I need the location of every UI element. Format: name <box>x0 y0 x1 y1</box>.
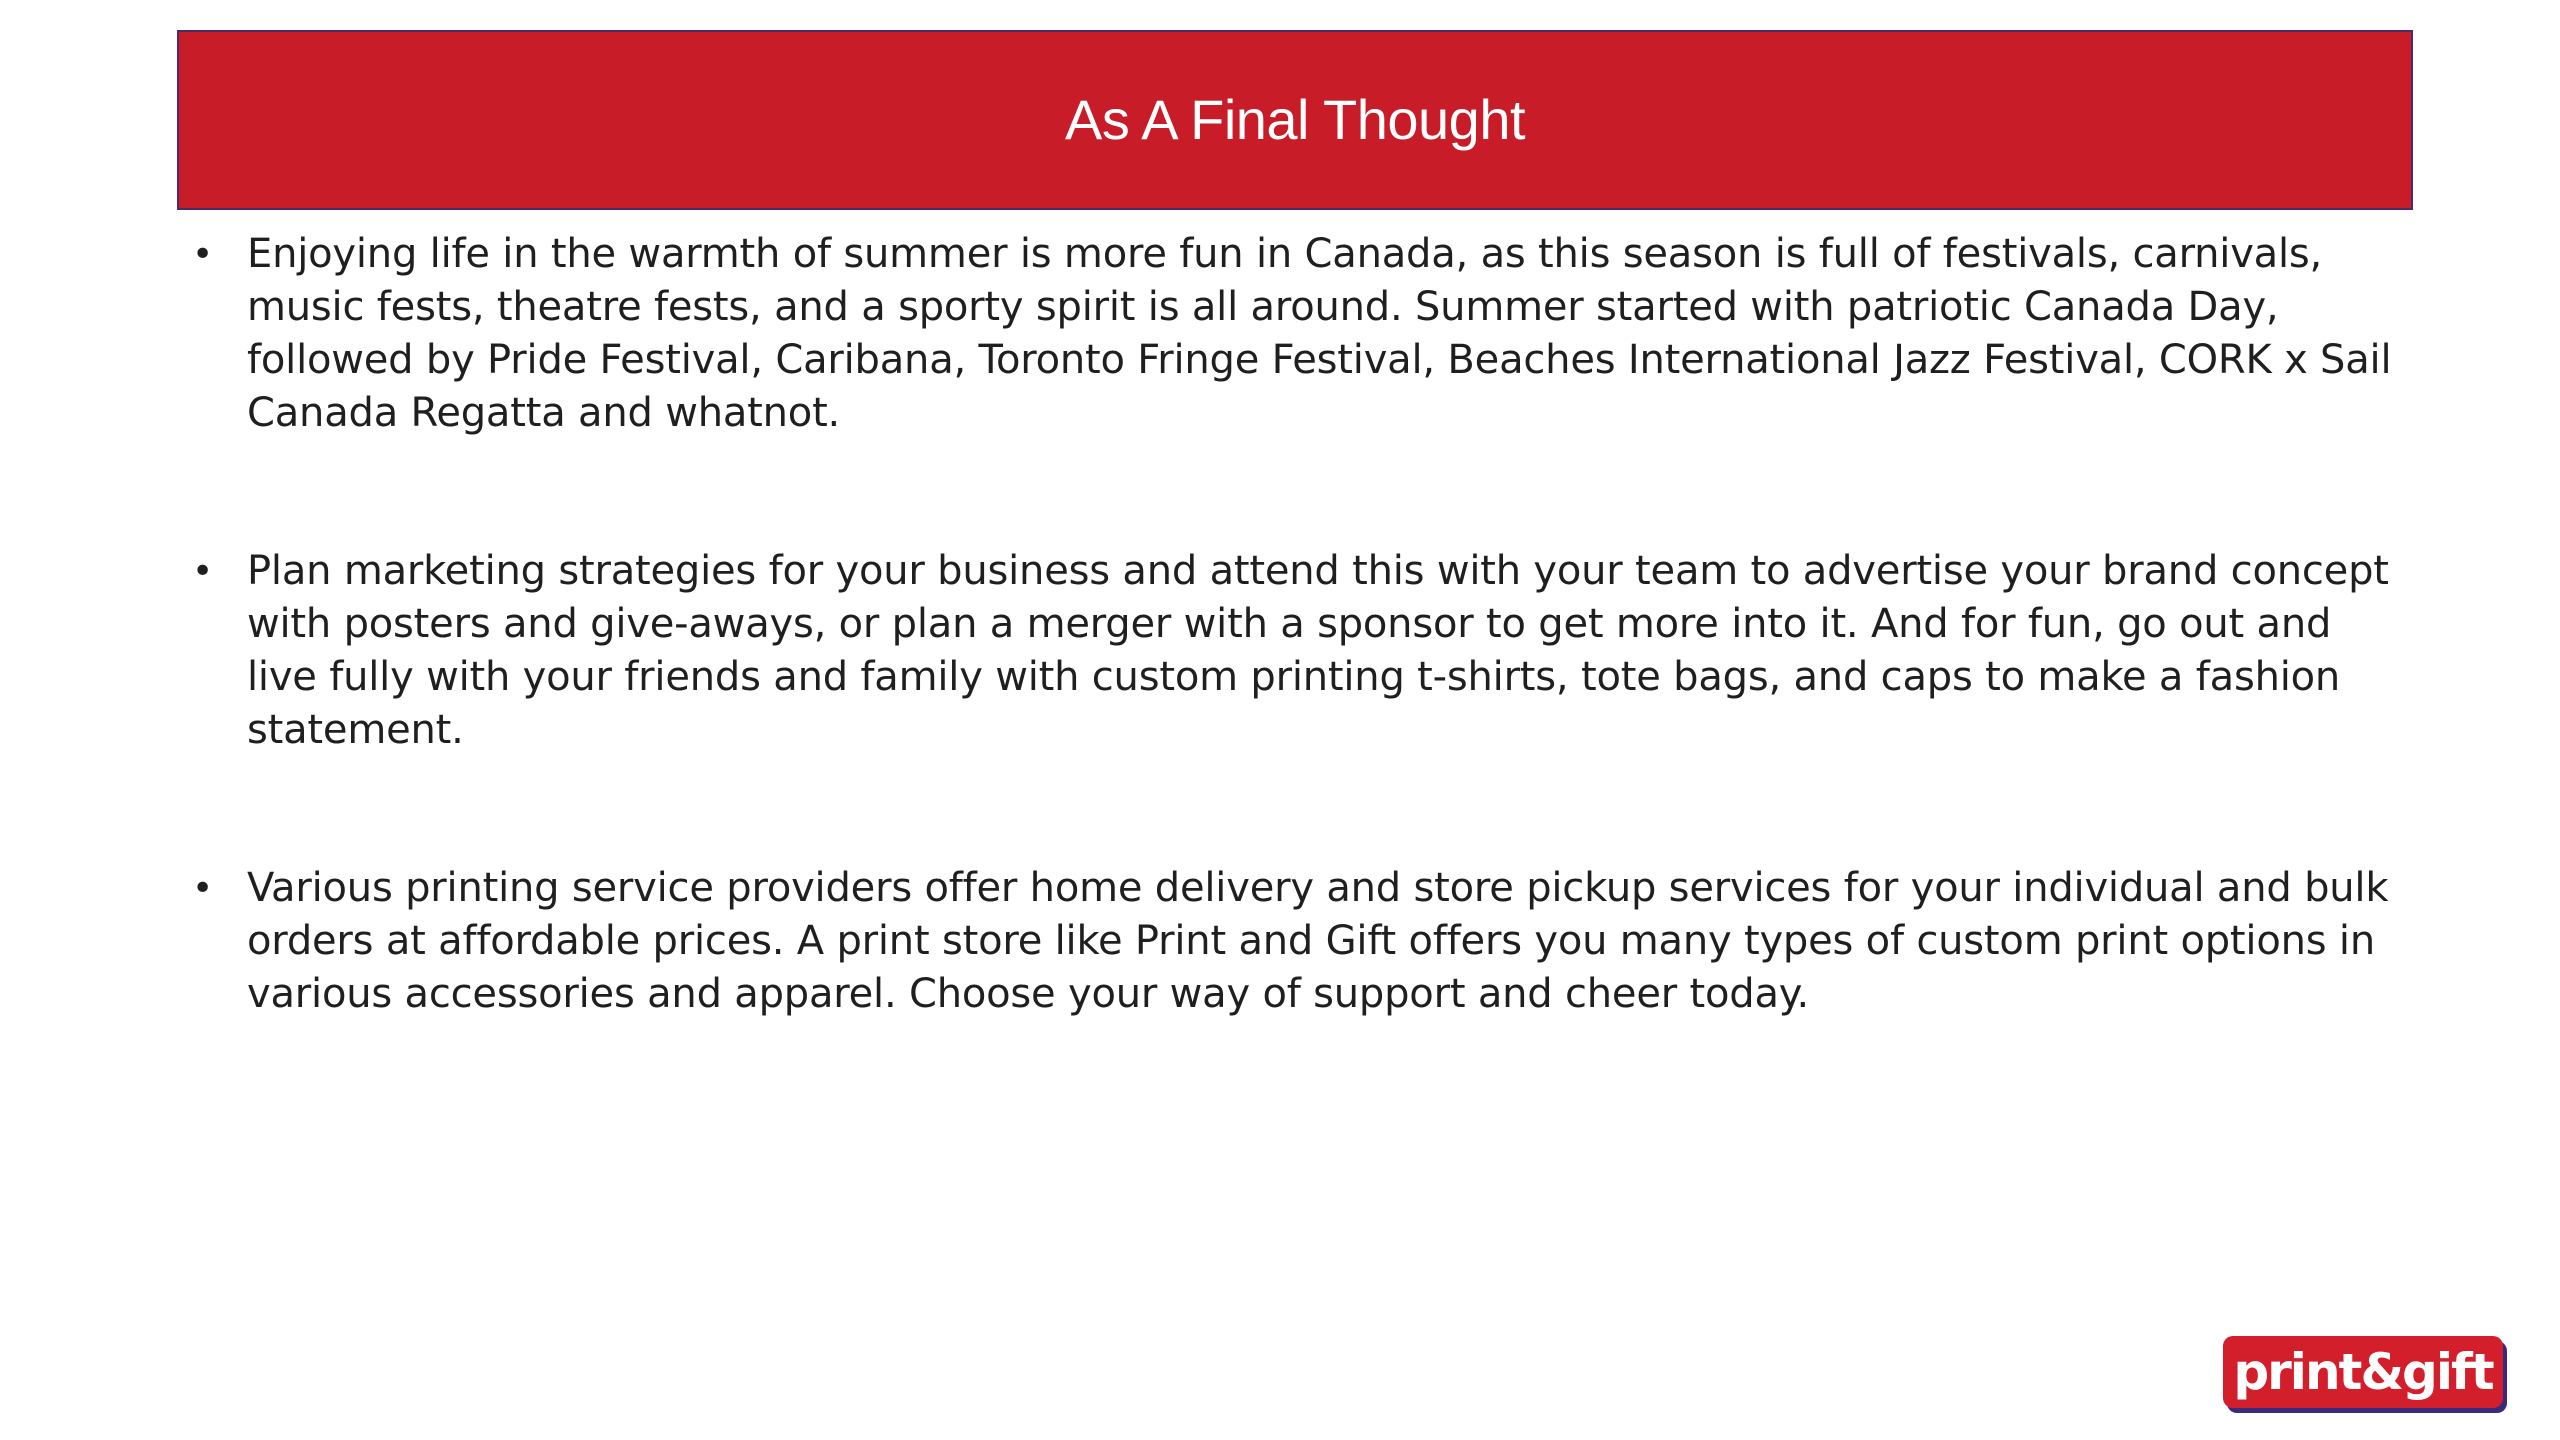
bullet-text: Various printing service providers offer home delivery and store pickup services for your individual and bulk orders at affordable prices. A print store like Print and Gift offers you many types of custom print options in various accessories and apparel. Choose your way of support and cheer today. <box>247 865 2389 1017</box>
bullet-item <box>190 228 2410 440</box>
print-gift-logo <box>2223 1336 2503 1408</box>
bullet-list <box>190 228 2410 1021</box>
bullet-item <box>190 545 2410 757</box>
bullet-dot-icon: • <box>192 551 214 592</box>
title-banner <box>177 30 2413 210</box>
bullet-dot-icon: • <box>192 868 214 909</box>
bullet-text: Plan marketing strategies for your business and attend this with your team to advertise your brand concept with posters and give-aways, or plan a merger with a sponsor to get more into it. And for fun, go out and live fully with your friends and family with custom printing t-shirts, tote bags, and caps to make a fashion statement. <box>247 548 2389 753</box>
bullet-text: Enjoying life in the warmth of summer is more fun in Canada, as this season is full of festivals, carnivals, music fests, theatre fests, and a sporty spirit is all around. Summer started with patriotic Canada Day, followed by Pride Festival, Caribana, Toronto Fringe Festival, Beaches International Jazz Festival, CORK x Sail Canada Regatta and whatnot. <box>247 231 2392 436</box>
logo-text: print&gift <box>2233 1343 2493 1401</box>
slide-title: As A Final Thought <box>1064 88 1526 151</box>
bullet-item <box>190 862 2410 1021</box>
bullet-dot-icon: • <box>192 234 214 275</box>
